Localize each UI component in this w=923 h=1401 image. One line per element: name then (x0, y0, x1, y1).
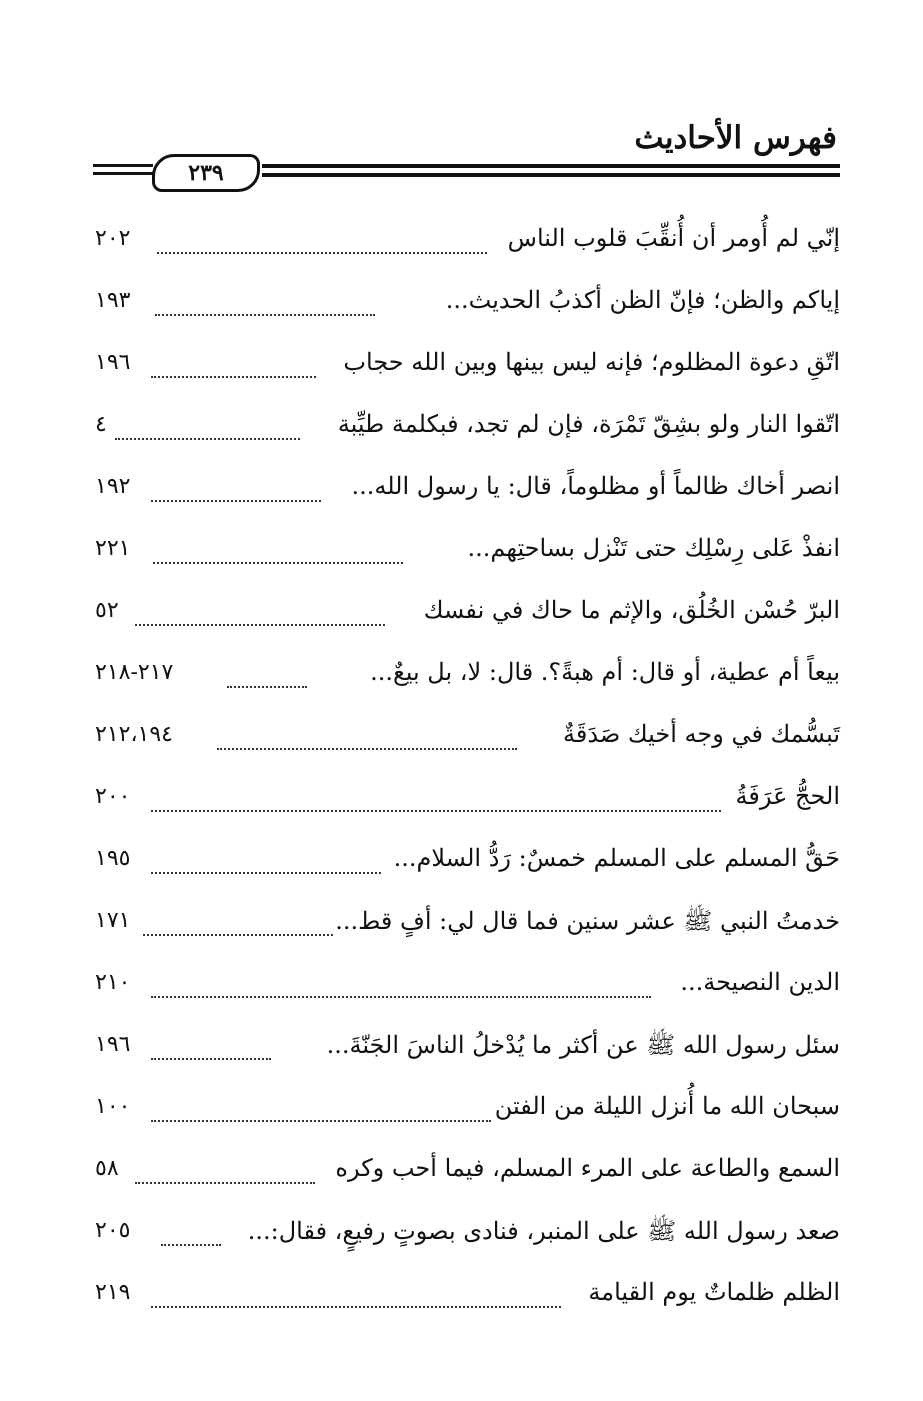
entry-page-number: ١٩٦ (95, 1032, 131, 1057)
entry-text: صعد رسول الله ﷺ على المنبر، فنادى بصوتٍ رفيعٍ، فقال:... (242, 1216, 840, 1251)
index-entry (95, 404, 840, 454)
index-entry (95, 652, 840, 702)
index-entry (95, 342, 840, 392)
leader-dots (135, 1182, 315, 1184)
entry-text: انصر أخاك ظالماً أو مظلوماً، قال: يا رسول الله... (345, 472, 840, 500)
header-rule-left-bottom (93, 172, 153, 175)
entry-text: السمع والطاعة على المرء المسلم، فيما أحب وكره (329, 1154, 840, 1182)
leader-dots (151, 1306, 561, 1308)
entry-page-number: ٢١٧-٢١٨ (95, 660, 174, 685)
entry-page-number: ٢١٢،١٩٤ (95, 722, 173, 747)
index-entry (95, 900, 840, 950)
leader-dots (161, 1244, 221, 1246)
entry-page-number: ١٩٦ (95, 350, 131, 375)
leader-dots (115, 438, 300, 440)
entry-page-number: ١٩٢ (95, 474, 131, 499)
entry-text: الحجُّ عَرَفَةُ (730, 782, 841, 810)
entry-text: تَبسُّمك في وجه أخيك صَدَقَةٌ (557, 720, 840, 748)
entry-text: بيعاً أم عطية، أو قال: أم هبةً؟. قال: لا، بل بيعٌ... (364, 658, 840, 686)
entry-page-number: ٢١٠ (95, 970, 131, 995)
header-rule-right-top (262, 164, 840, 168)
index-entry (95, 280, 840, 330)
leader-dots (151, 872, 381, 874)
entry-page-number: ٢٢١ (95, 536, 131, 561)
index-entry (95, 218, 840, 268)
entry-text: اتّقِ دعوة المظلوم؛ فإنه ليس بينها وبين الله حجاب (337, 348, 840, 376)
header-rule-left-top (93, 164, 153, 167)
entry-page-number: ٢١٩ (95, 1280, 131, 1305)
leader-dots (151, 1058, 271, 1060)
index-entry (95, 590, 840, 640)
leader-dots (217, 748, 517, 750)
entry-text: إياكم والظن؛ فإنّ الظن أكذبُ الحديث... (440, 286, 840, 314)
entry-text: الظلم ظلماتٌ يوم القيامة (582, 1278, 840, 1306)
entry-text: إنّي لم أُومر أن أُنقِّبَ قلوب الناس (502, 224, 840, 252)
entry-text: البرّ حُسْن الخُلُق، والإثم ما حاك في نفسك (418, 596, 840, 624)
leader-dots (151, 1120, 491, 1122)
leader-dots (151, 996, 651, 998)
entry-page-number: ١٧١ (95, 908, 131, 933)
leader-dots (143, 934, 333, 936)
index-entry (95, 1024, 840, 1074)
index-entry (95, 776, 840, 826)
entry-text: انفذْ عَلى رِسْلِك حتى تَنْزل بساحتِهم... (462, 534, 840, 562)
entry-page-number: ١٠٠ (95, 1094, 131, 1119)
entry-page-number: ٥٢ (95, 598, 119, 623)
entry-page-number: ٢٠٠ (95, 784, 131, 809)
leader-dots (151, 500, 321, 502)
entry-page-number: ٢٠٢ (95, 226, 131, 251)
entry-page-number: ١٩٣ (95, 288, 131, 313)
entry-text: حَقُّ المسلم على المسلم خمسٌ: رَدُّ السلام... (388, 844, 840, 872)
entry-text: اتّقوا النار ولو بشِقّ تَمْرَة، فإن لم تجد، فبكلمة طيِّبة (332, 410, 840, 438)
index-entry (95, 1148, 840, 1198)
index-entry (95, 466, 840, 516)
entry-text: سئل رسول الله ﷺ عن أكثر ما يُدْخلُ الناسَ الجَنّةَ... (321, 1030, 840, 1065)
entry-text: الدين النصيحة... (674, 968, 840, 996)
page-number-badge: ٢٣٩ (152, 154, 260, 192)
index-entry (95, 838, 840, 888)
leader-dots (157, 252, 487, 254)
entry-page-number: ١٩٥ (95, 846, 131, 871)
leader-dots (135, 624, 385, 626)
entry-page-number: ٤ (95, 412, 107, 437)
leader-dots (153, 562, 403, 564)
leader-dots (155, 314, 375, 316)
index-entry (95, 528, 840, 578)
leader-dots (151, 810, 721, 812)
entry-text: خدمتُ النبي ﷺ عشر سنين فما قال لي: أفٍ قط... (329, 906, 840, 941)
index-entry (95, 1210, 840, 1260)
entry-page-number: ٥٨ (95, 1156, 119, 1181)
leader-dots (227, 686, 307, 688)
entry-page-number: ٢٠٥ (95, 1218, 131, 1243)
index-entry (95, 1272, 840, 1322)
index-entry (95, 962, 840, 1012)
index-entry (95, 1086, 840, 1136)
header-rule-right-bottom (262, 173, 840, 177)
index-entry (95, 714, 840, 764)
leader-dots (151, 376, 316, 378)
page-title: فهرس الأحاديث (634, 120, 837, 156)
entry-text: سبحان الله ما أُنزل الليلة من الفتن (489, 1092, 840, 1120)
